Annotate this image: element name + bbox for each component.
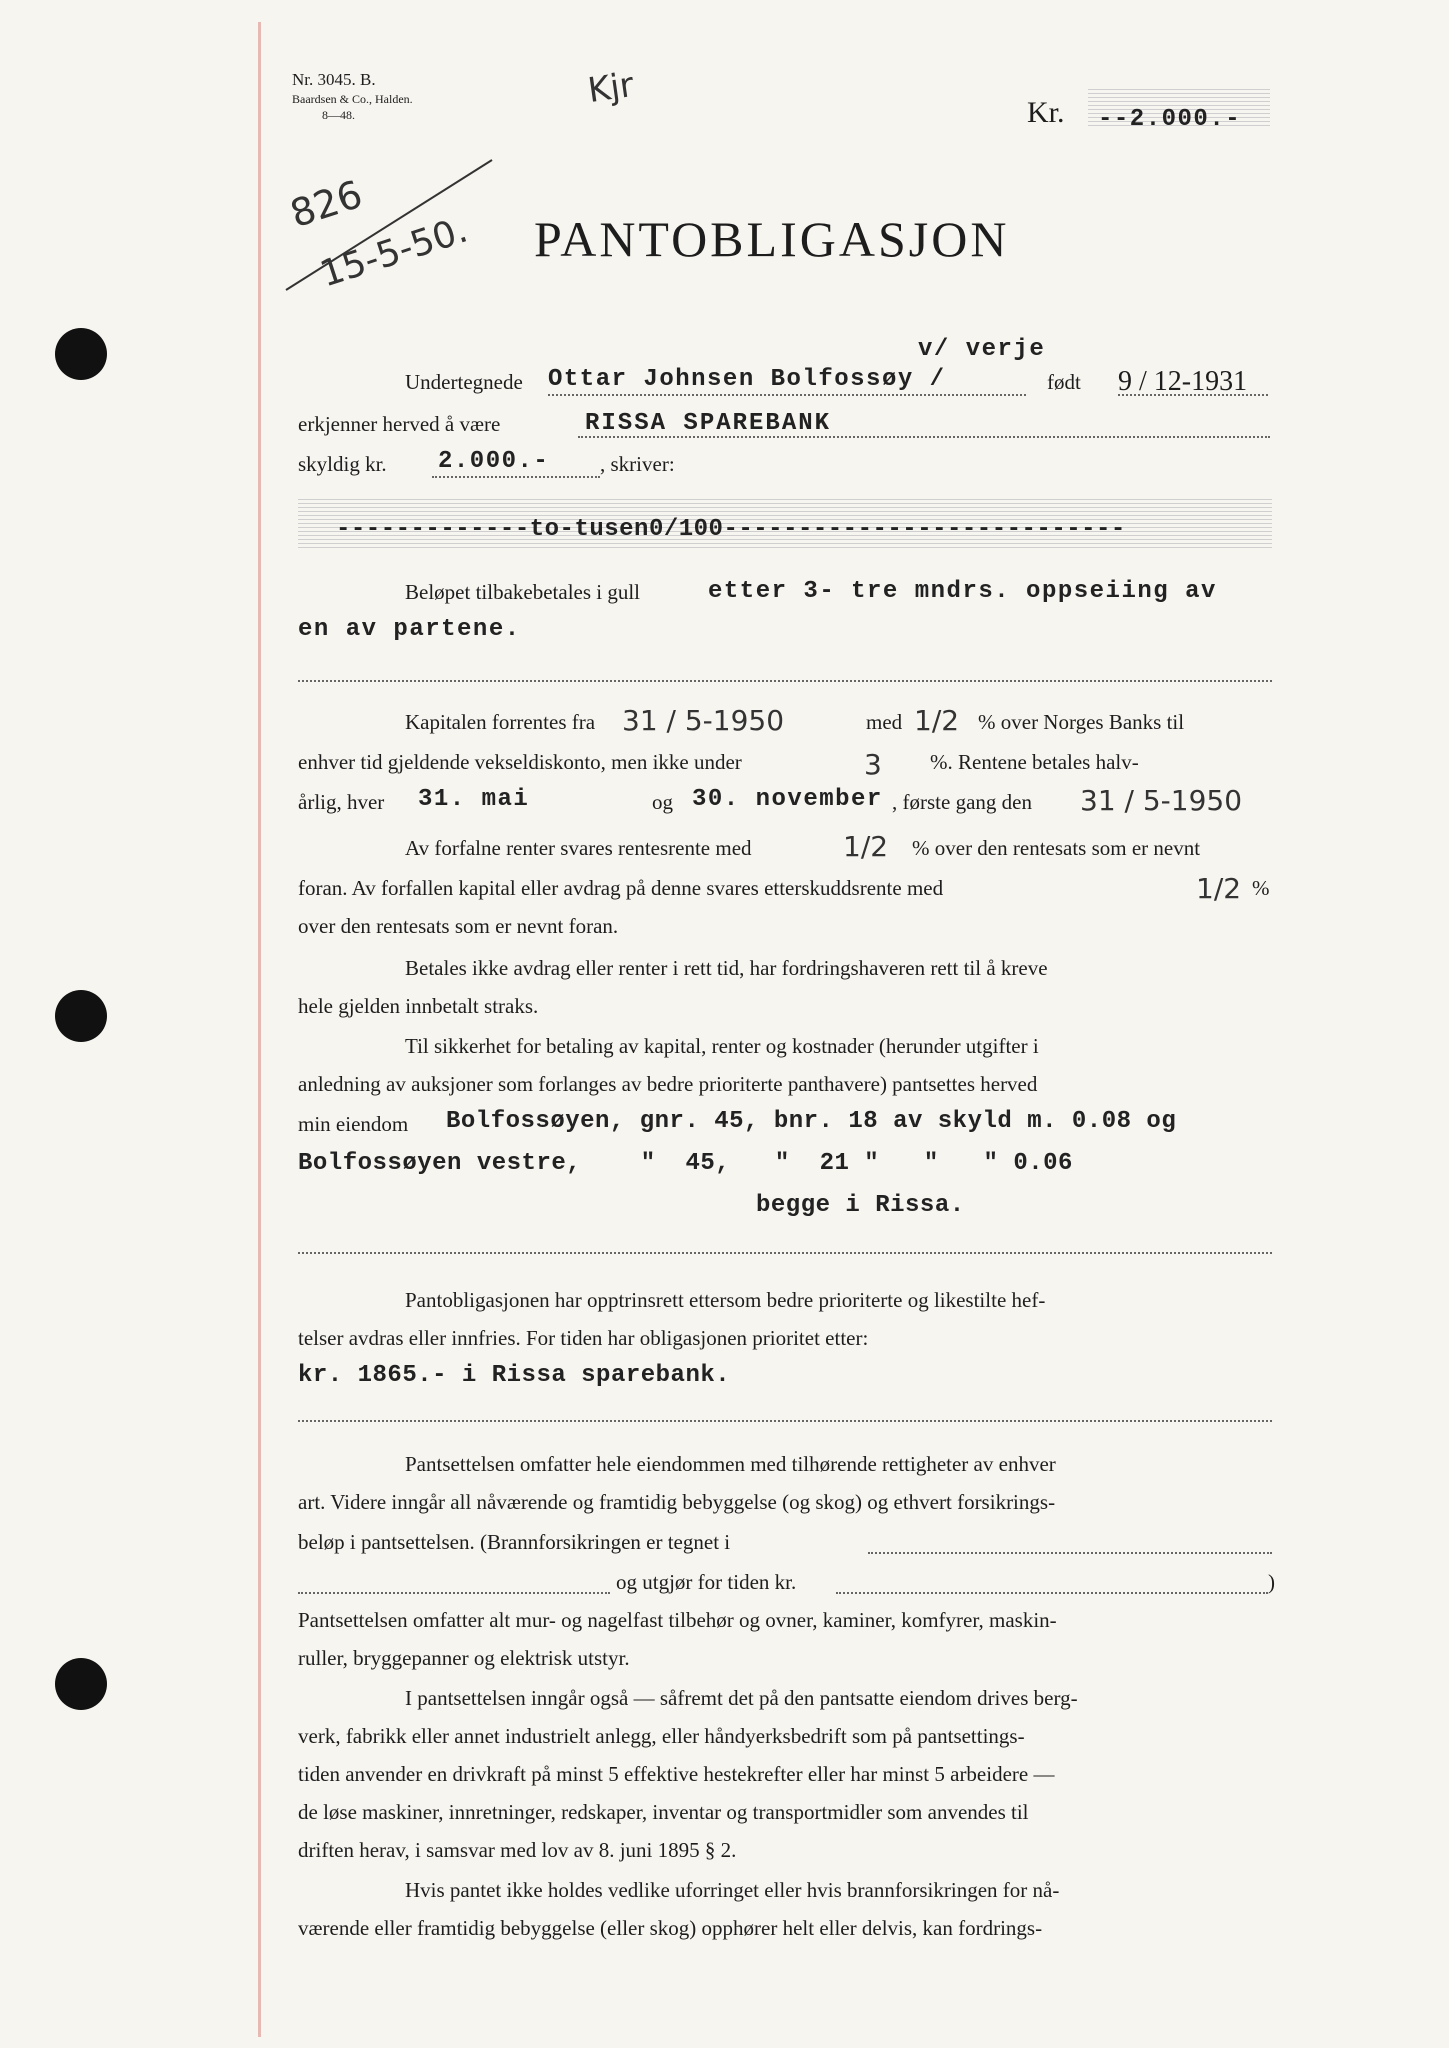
industry-line-5: driften herav, i samsvar med lov av 8. juni 1895 § 2.: [298, 1838, 737, 1862]
repayment-terms-2: en av partene.: [298, 616, 521, 643]
reference-date: 15-5-50.: [315, 209, 473, 296]
undersigned-label: Undertegnede: [405, 370, 523, 394]
repayment-label: Beløpet tilbakebetales i gull: [405, 580, 641, 604]
default-clause-1: Betales ikke avdrag eller renter i rett tid, har fordringshaveren rett til å kreve: [405, 956, 1048, 980]
industry-line-4: de løse maskiner, innretninger, redskaper, inventar og transportmidler som anvendes til: [298, 1800, 1029, 1824]
handwritten-initials: Kjr: [585, 65, 637, 111]
late-interest-rate: 1/2: [843, 830, 889, 863]
late-interest-text-b: % over den rentesats som er nevnt: [912, 836, 1201, 860]
interest-text-b: med: [866, 710, 903, 734]
industry-line-3: tiden anvender en drivkraft på minst 5 effektive hestekrefter eller har minst 5 arbeidere —: [298, 1762, 1055, 1786]
writes-label: , skriver:: [600, 452, 675, 476]
industry-line-2: verk, fabrikk eller annet industrielt anlegg, eller håndyerksbedrift som på pantsettings-: [298, 1724, 1025, 1748]
kr-label: Kr.: [1027, 96, 1065, 129]
late-interest-text-a: Av forfalne renter svares rentesrente med: [405, 836, 752, 860]
payment-date-1: 31. mai: [418, 786, 530, 813]
property-line-1: Bolfossøyen, gnr. 45, bnr. 18 av skyld m. 0.08 og: [446, 1108, 1177, 1135]
binder-hole-middle: [55, 990, 107, 1042]
interest-text-a: Kapitalen forrentes fra: [405, 710, 596, 734]
scope-line-6: ruller, bryggepanner og elektrisk utstyr.: [298, 1646, 630, 1670]
margin-rule: [258, 22, 261, 2037]
late-capital-text-b: %: [1252, 876, 1270, 900]
repayment-terms-1: etter 3- tre mndrs. oppseiing av: [708, 578, 1217, 605]
scope-line-5: Pantsettelsen omfatter alt mur- og nagelfast tilbehør og ovner, kaminer, komfyrer, maskin-: [298, 1608, 1057, 1632]
debtor-name: Ottar Johnsen Bolfossøy /: [548, 366, 946, 393]
reference-stroke: [282, 156, 502, 296]
interest-text-d: enhver tid gjeldende vekseldiskonto, men ikke under: [298, 750, 742, 774]
interest-from-date: 31 / 5-1950: [622, 704, 785, 737]
amount-figure: 2.000.-: [438, 448, 550, 475]
property-line-2: Bolfossøyen vestre, " 45, " 21 " " " 0.06: [298, 1150, 1073, 1177]
born-label: født: [1047, 370, 1081, 394]
creditor-name: RISSA SPAREBANK: [585, 410, 832, 437]
priority-line-2: telser avdras eller innfries. For tiden har obligasjonen prioritet etter:: [298, 1326, 869, 1350]
interest-text-c: % over Norges Banks til: [978, 710, 1185, 734]
scope-line-3: beløp i pantsettelsen. (Brannforsikringen er tegnet i: [298, 1530, 731, 1554]
binder-hole-bottom: [55, 1658, 107, 1710]
birth-date: 9 / 12-1931: [1118, 366, 1248, 397]
property-line-3: begge i Rissa.: [756, 1192, 965, 1219]
guardian-note: v/ verje: [918, 336, 1046, 363]
scope-line-2: art. Videre inngår all nåværende og framtidig bebyggelse (og skog) og ethvert forsikrings-: [298, 1490, 1056, 1514]
late-capital-rate: 1/2: [1196, 872, 1242, 905]
amount-in-words: -------------to-tusen0/100---------------------------: [336, 516, 1126, 543]
security-line-1: Til sikkerhet for betaling av kapital, renter og kostnader (herunder utgifter i: [405, 1034, 1039, 1058]
interest-text-g: og: [652, 790, 673, 814]
minimum-rate: 3: [864, 748, 882, 781]
interest-text-h: , første gang den: [892, 790, 1032, 814]
late-capital-text-c: over den rentesats som er nevnt foran.: [298, 914, 619, 938]
priority-entry: kr. 1865.- i Rissa sparebank.: [298, 1362, 731, 1389]
interest-text-f: årlig, hver: [298, 790, 385, 814]
owing-label: skyldig kr.: [298, 452, 387, 476]
interest-margin: 1/2: [914, 704, 960, 737]
security-line-2: anledning av auksjoner som forlanges av bedre prioriterte panthavere) pantsettes herved: [298, 1072, 1038, 1096]
late-capital-text-a: foran. Av forfallen kapital eller avdrag på denne svares etterskuddsrente med: [298, 876, 944, 900]
acknowledges-label: erkjenner herved å være: [298, 412, 501, 436]
reference-number: 826: [284, 171, 368, 237]
scope-line-4-end: ): [1268, 1570, 1275, 1594]
payment-date-2: 30. november: [692, 786, 883, 813]
header-amount: --2.000.-: [1098, 106, 1242, 133]
binder-hole-top: [55, 328, 107, 380]
print-date: 8—48.: [322, 108, 355, 122]
scope-line-4: og utgjør for tiden kr.: [616, 1570, 797, 1594]
maintenance-line-2: værende eller framtidig bebyggelse (eller skog) opphører helt eller delvis, kan fordrings-: [298, 1916, 1043, 1940]
printer-name: Baardsen & Co., Halden.: [292, 92, 413, 106]
first-payment-date: 31 / 5-1950: [1080, 784, 1243, 817]
property-label: min eiendom: [298, 1112, 409, 1136]
priority-line-1: Pantobligasjonen har opptrinsrett ettersom bedre prioriterte og likestilte hef-: [405, 1288, 1046, 1312]
scope-line-1: Pantsettelsen omfatter hele eiendommen med tilhørende rettigheter av enhver: [405, 1452, 1056, 1476]
interest-text-e: %. Rentene betales halv-: [930, 750, 1139, 774]
maintenance-line-1: Hvis pantet ikke holdes vedlike uforringet eller hvis brannforsikringen for nå-: [405, 1878, 1060, 1902]
document-title: PANTOBLIGASJON: [534, 211, 1010, 267]
industry-line-1: I pantsettelsen inngår også — såfremt det på den pantsatte eiendom drives berg-: [405, 1686, 1078, 1710]
default-clause-2: hele gjelden innbetalt straks.: [298, 994, 539, 1018]
form-number: Nr. 3045. B.: [292, 70, 376, 89]
